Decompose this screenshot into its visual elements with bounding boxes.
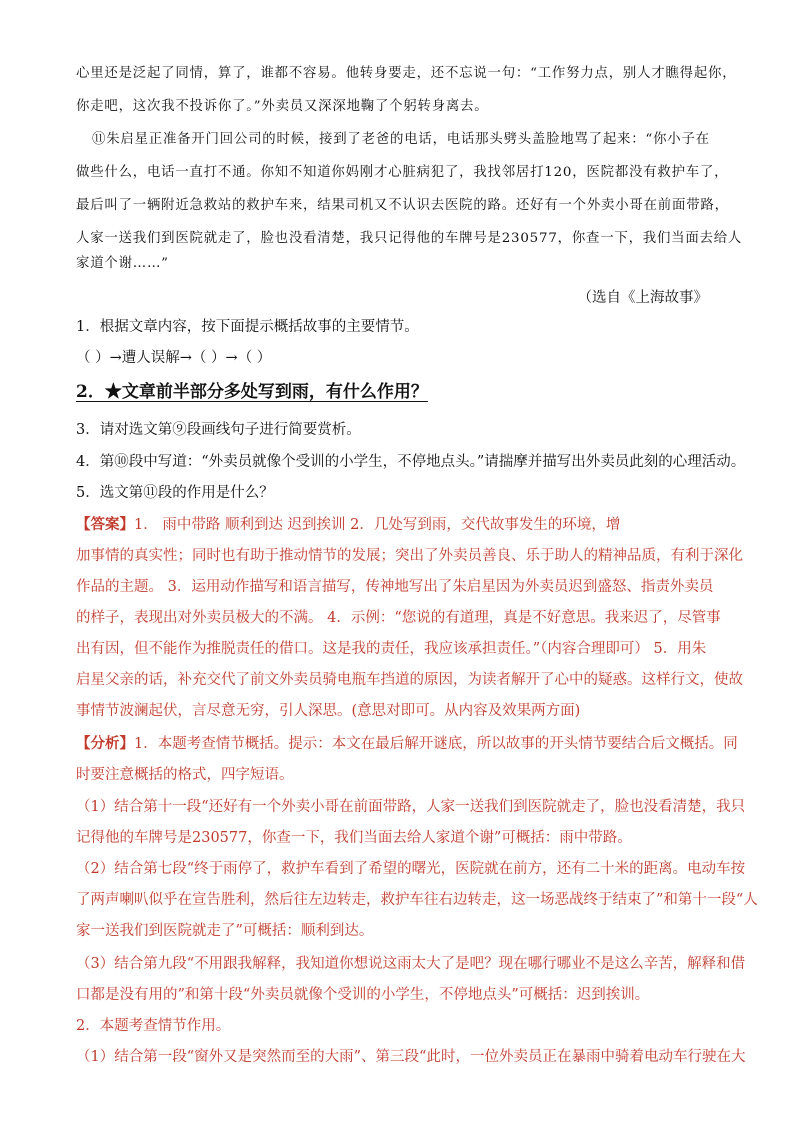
analysis-line: （2）结合第七段“终于雨停了，救护车看到了希望的曙光，医院就在前方，还有二十米的距离。电动车按: [76, 861, 746, 877]
question-1-blanks: [76, 348, 271, 368]
answer-label: 【答案】: [76, 516, 134, 533]
answer-line: 出有因，但不能作为推脱责任的借口。这是我的责任，我应该承担责任。”（内容合理即可） 5．用朱: [76, 641, 707, 657]
analysis-line: 口都是没有用的”和第十段“外卖员就像个受训的小学生，不停地点头”可概括：迟到挨训。: [76, 987, 650, 1003]
question-5: 5．选文第⑪段的作用是什么？: [76, 485, 274, 501]
analysis-text: 1．本题考查情节概括。提示：本文在最后解开谜底，所以故事的开头情节要结合后文概括。同: [134, 736, 738, 752]
analysis-line: （1）结合第十一段“还好有一个外卖小哥在前面带路，人家一送我们到医院就走了，脸也没看清楚，我只: [76, 799, 746, 815]
analysis-line: 2．本题考查情节作用。: [76, 1018, 231, 1034]
answer-line-1: [76, 515, 620, 535]
analysis-label: 【分析】: [76, 735, 134, 752]
analysis-line: 了两声喇叭似乎在宣告胜利，然后往左边转走，救护车往右边转走，这一场恶战终于结束了”和第十一段“人: [76, 892, 758, 908]
story-line: 最后叫了一辆附近急救站的救护车来，结果司机又不认识去医院的路。还好有一个外卖小哥在前面带路，: [76, 198, 729, 213]
story-line: 家道个谢……”: [76, 256, 169, 271]
question-2: 2．★文章前半部分多处写到雨，有什么作用？: [76, 382, 428, 402]
analysis-line: 家一送我们到医院就走了”可概括：顺利到达。: [76, 923, 374, 939]
answer-line: 加事情的真实性；同时也有助于推动情节的发展；突出了外卖员善良、乐于助人的精神品质，有利于深化: [76, 548, 743, 564]
answer-line: 事情节波澜起伏，言尽意无穷，引人深思。(意思对即可。从内容及效果两方面): [76, 703, 581, 719]
blank-3[interactable]: （ ）: [237, 350, 272, 366]
answer-line: 启星父亲的话，补充交代了前文外卖员骑电瓶车挡道的原因，为读者解开了心中的疑惑。这样行文，使故: [76, 672, 743, 688]
analysis-line: （1）结合第一段“窗外又是突然而至的大雨”、第三段“此时，一位外卖员正在暴雨中骑着电动车行驶在大: [76, 1049, 746, 1065]
analysis-line: 记得他的车牌号是230577，你查一下，我们当面去给人家道个谢”可概括：雨中带路。: [76, 830, 632, 846]
source-citation: （选自《上海故事》: [577, 290, 708, 306]
arrow-text: →遭人误解→: [109, 350, 192, 366]
story-paragraph-11-start: ⑪朱启星正准备开门回公司的时候，接到了老爸的电话，电话那头劈头盖脸地骂了起来：“你小子在: [92, 132, 710, 147]
question-1: 1．根据文章内容，按下面提示概括故事的主要情节。: [76, 319, 419, 335]
analysis-line: （3）结合第九段“不用跟我解释，我知道你想说这雨太大了是吧？现在哪行哪业不是这么辛苦，解释和借: [76, 956, 746, 972]
question-3: 3．请对选文第⑨段画线句子进行简要赏析。: [76, 422, 361, 438]
answer-line: 作品的主题。 3．运用动作描写和语言描写，传神地写出了朱启星因为外卖员迟到盛怒、指责外卖员: [76, 579, 714, 595]
blank-2[interactable]: （ ）: [191, 350, 226, 366]
story-line: 人家一送我们到医院就走了，脸也没看清楚，我只记得他的车牌号是230577，你查一下，我们当面去给人: [76, 231, 743, 246]
analysis-line: 时要注意概括的格式，四字短语。: [76, 767, 294, 783]
story-line: 心里还是泛起了同情，算了，谁都不容易。他转身要走，还不忘说一句：“工作努力点，别人才瞧得起你，: [76, 66, 737, 81]
question-4: 4．第⑩段中写道：“外卖员就像个受训的小学生，不停地点头。”请揣摩并描写出外卖员此刻的心理活动。: [76, 454, 746, 470]
arrow-text: →: [225, 350, 238, 366]
answer-line: 的样子，表现出对外卖员极大的不满。 4．示例：“您说的有道理，真是不好意思。我来迟了，尽管事: [76, 610, 721, 626]
answer-text: 1． 雨中带路 顺利到达 迟到挨训 2．几处写到雨，交代故事发生的环境，增: [134, 517, 621, 533]
story-line: 你走吧，这次我不投诉你了。”外卖员又深深地鞠了个躬转身离去。: [76, 99, 489, 114]
story-line: 做些什么，电话一直打不通。你知不知道你妈刚才心脏病犯了，我找邻居打120，医院都没有救护车了，: [76, 165, 729, 180]
analysis-line-1: [76, 734, 738, 754]
blank-1[interactable]: （ ）: [76, 350, 110, 366]
